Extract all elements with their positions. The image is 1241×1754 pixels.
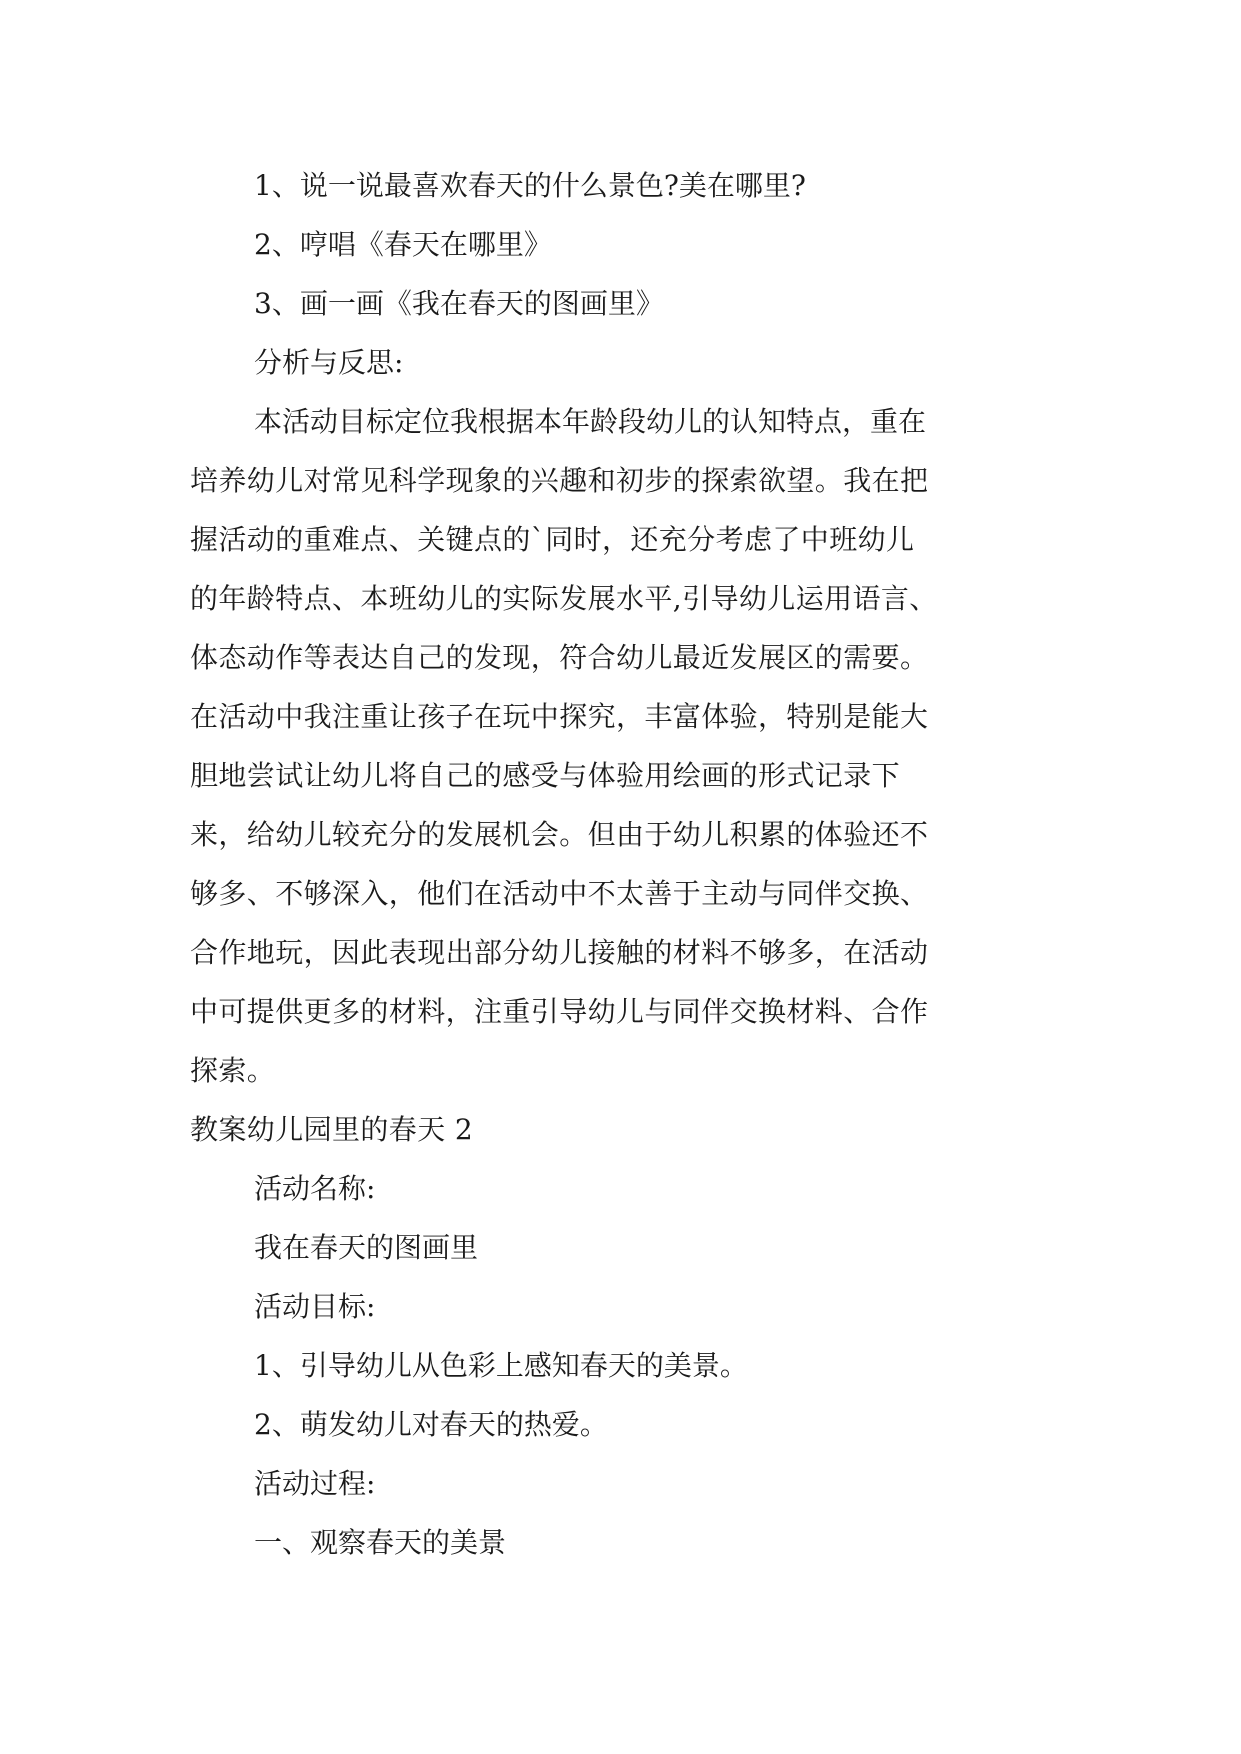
paragraph-line: 本活动目标定位我根据本年龄段幼儿的认知特点，重在 [254,405,927,438]
activity-name-value: 我在春天的图画里 [254,1231,479,1264]
section-heading-process: 活动过程: [254,1467,376,1500]
step-2-line: 2、哼唱《春天在哪里》 [254,228,552,261]
paragraph-line: 的年龄特点、本班幼儿的实际发展水平,引导幼儿运用语言、 [190,582,938,615]
goal-2-line: 2、萌发幼儿对春天的热爱。 [254,1408,608,1441]
paragraph-line: 探索。 [190,1054,276,1087]
paragraph-line: 培养幼儿对常见科学现象的兴趣和初步的探索欲望。我在把 [190,464,929,497]
step-1-line: 1、说一说最喜欢春天的什么景色?美在哪里? [254,169,806,202]
paragraph-line: 中可提供更多的材料，注重引导幼儿与同伴交换材料、合作 [190,995,929,1028]
step-3-line: 3、画一画《我在春天的图画里》 [254,287,664,320]
document-title: 教案幼儿园里的春天 2 [190,1113,474,1146]
paragraph-line: 来，给幼儿较充分的发展机会。但由于幼儿积累的体验还不 [190,818,929,851]
section-heading-activity-name: 活动名称: [254,1172,376,1205]
paragraph-line: 胆地尝试让幼儿将自己的感受与体验用绘画的形式记录下 [190,759,901,792]
paragraph-line: 体态动作等表达自己的发现，符合幼儿最近发展区的需要。 [190,641,929,674]
section-heading-analysis: 分析与反思: [254,346,404,379]
paragraph-line: 握活动的重难点、关键点的`同时，还充分考虑了中班幼儿 [190,523,915,556]
goal-1-line: 1、引导幼儿从色彩上感知春天的美景。 [254,1349,748,1382]
paragraph-line: 合作地玩，因此表现出部分幼儿接触的材料不够多，在活动 [190,936,929,969]
paragraph-line: 够多、不够深入，他们在活动中不太善于主动与同伴交换、 [190,877,929,910]
process-step-1-line: 一、观察春天的美景 [254,1526,507,1559]
section-heading-goals: 活动目标: [254,1290,376,1323]
paragraph-line: 在活动中我注重让孩子在玩中探究，丰富体验，特别是能大 [190,700,929,733]
